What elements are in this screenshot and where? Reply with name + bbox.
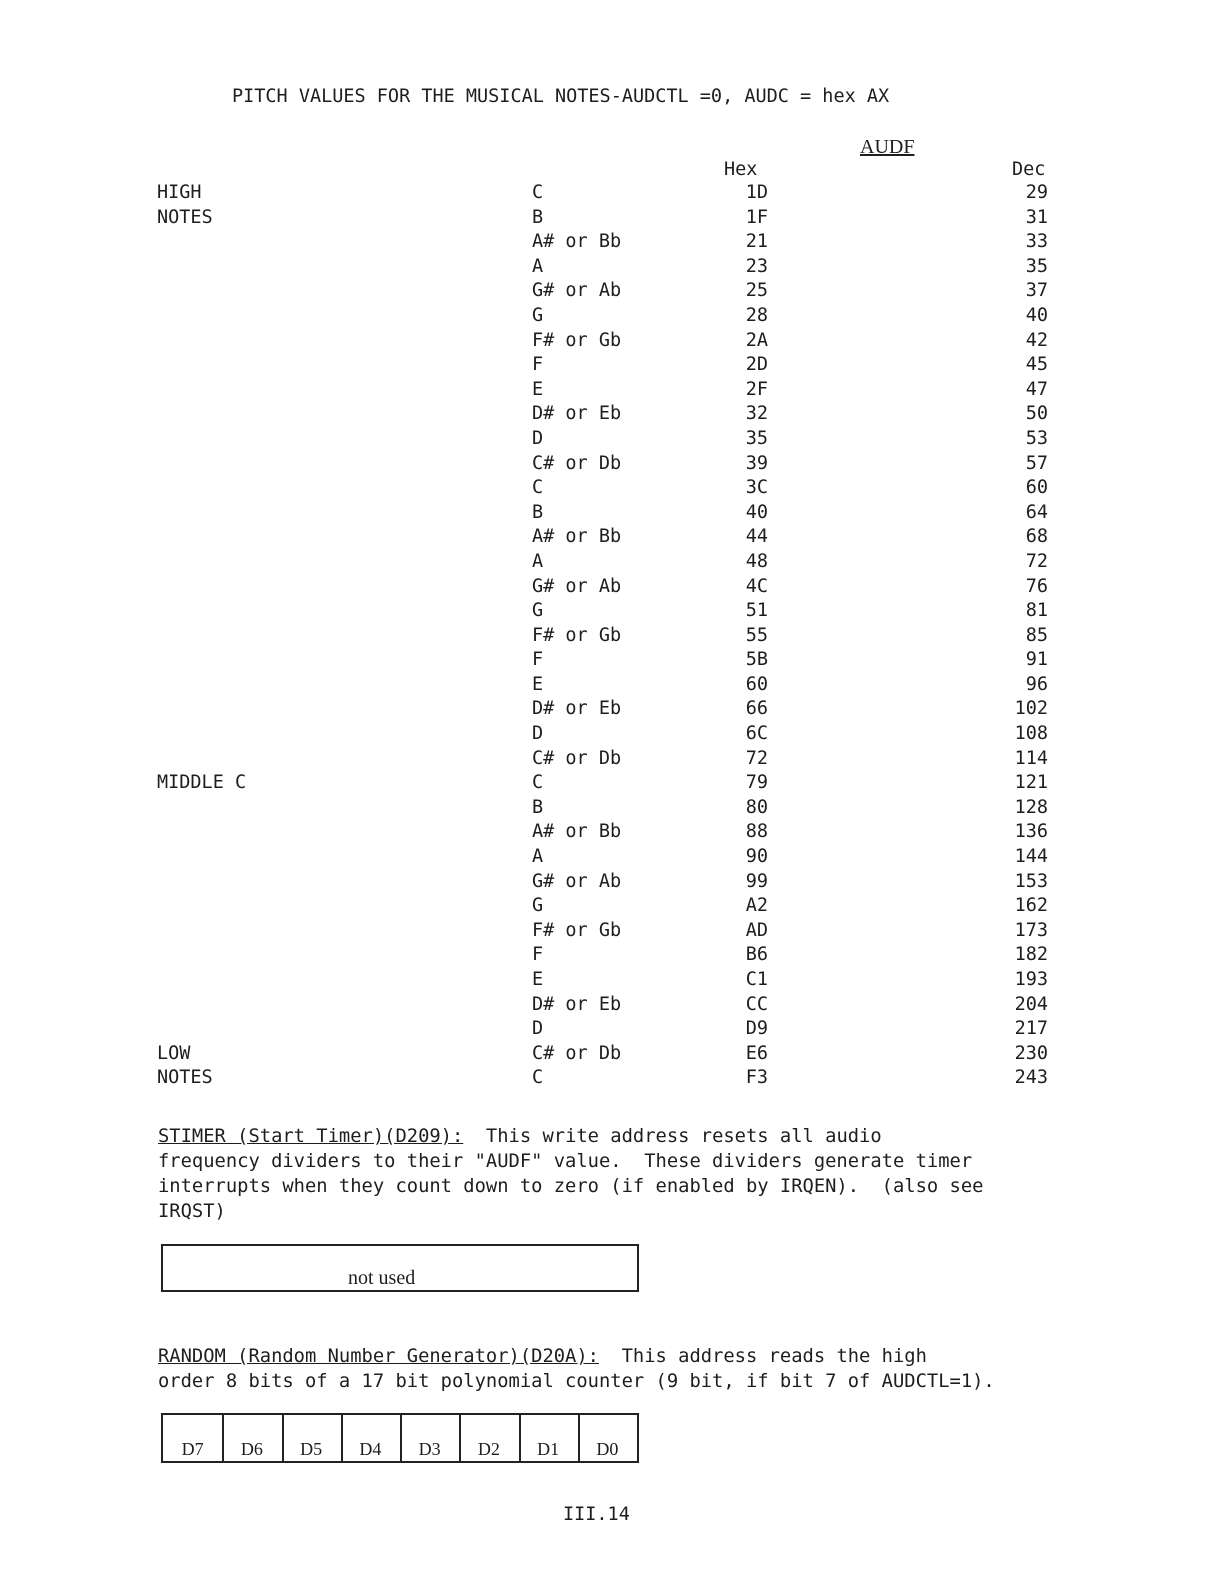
dec-column-header: Dec bbox=[1012, 159, 1046, 180]
row-hex-value: 25 bbox=[745, 280, 768, 302]
row-dec-value: 114 bbox=[1014, 747, 1048, 769]
row-hex-value: A2 bbox=[745, 895, 768, 917]
row-hex-value: 3C bbox=[745, 477, 768, 499]
stimer-paragraph bbox=[158, 1124, 1058, 1224]
table-row bbox=[0, 697, 1217, 722]
row-dec-value: 182 bbox=[1014, 944, 1048, 966]
row-dec-value: 72 bbox=[1025, 550, 1048, 572]
table-row bbox=[0, 993, 1217, 1018]
stimer-line-3: interrupts when they count down to zero (if enabled by IRQEN). (also see bbox=[158, 1176, 984, 1197]
table-row bbox=[0, 1017, 1217, 1042]
table-row bbox=[0, 747, 1217, 772]
row-group-label: LOW bbox=[157, 1042, 191, 1064]
row-note: C bbox=[532, 772, 544, 794]
table-row bbox=[0, 452, 1217, 477]
row-hex-value: AD bbox=[745, 919, 768, 941]
register-bit-label: D5 bbox=[300, 1439, 323, 1459]
random-line-1: This address reads the high bbox=[621, 1346, 927, 1367]
table-row bbox=[0, 575, 1217, 600]
table-row bbox=[0, 1066, 1217, 1091]
row-hex-value: 2A bbox=[745, 329, 768, 351]
row-dec-value: 42 bbox=[1025, 329, 1048, 351]
row-note: B bbox=[532, 796, 544, 818]
page-number: III.14 bbox=[563, 1504, 630, 1525]
row-hex-value: C1 bbox=[745, 969, 768, 990]
row-hex-value: 35 bbox=[745, 427, 768, 449]
row-dec-value: 217 bbox=[1014, 1018, 1048, 1040]
row-dec-value: 91 bbox=[1025, 649, 1048, 671]
register-bit-cell bbox=[519, 1415, 578, 1461]
hex-column-header: Hex bbox=[724, 159, 758, 180]
table-row bbox=[0, 943, 1217, 968]
row-note: E bbox=[532, 673, 544, 695]
row-dec-value: 173 bbox=[1014, 919, 1048, 941]
row-group-label: NOTES bbox=[157, 206, 213, 228]
row-dec-value: 204 bbox=[1014, 993, 1048, 1015]
row-note: A# or Bb bbox=[532, 821, 622, 843]
table-row bbox=[0, 894, 1217, 919]
row-dec-value: 35 bbox=[1025, 255, 1048, 277]
row-hex-value: 21 bbox=[745, 231, 768, 253]
row-group-label: MIDDLE C bbox=[157, 772, 247, 794]
row-dec-value: 47 bbox=[1025, 378, 1048, 400]
row-dec-value: 50 bbox=[1025, 403, 1048, 425]
row-hex-value: 99 bbox=[745, 870, 768, 892]
row-group-label: HIGH bbox=[157, 182, 202, 203]
register-bit-cell bbox=[459, 1415, 518, 1461]
stimer-line-1: This write address resets all audio bbox=[485, 1126, 882, 1147]
table-row bbox=[0, 304, 1217, 329]
row-note: F bbox=[532, 944, 544, 966]
row-dec-value: 64 bbox=[1025, 501, 1048, 523]
row-hex-value: D9 bbox=[745, 1018, 768, 1040]
row-group-label: NOTES bbox=[157, 1067, 213, 1089]
row-dec-value: 33 bbox=[1025, 231, 1048, 253]
register-bit-label: D3 bbox=[418, 1439, 441, 1459]
table-row bbox=[0, 525, 1217, 550]
table-row bbox=[0, 796, 1217, 821]
row-dec-value: 128 bbox=[1014, 796, 1048, 818]
row-dec-value: 37 bbox=[1025, 280, 1048, 302]
row-note: G# or Ab bbox=[532, 280, 622, 302]
row-note: D bbox=[532, 723, 544, 745]
row-note: B bbox=[532, 206, 544, 228]
stimer-line-2: frequency dividers to their "AUDF" value. These dividers generate timer bbox=[158, 1151, 973, 1172]
random-register-box bbox=[161, 1413, 639, 1463]
row-dec-value: 57 bbox=[1025, 452, 1048, 474]
stimer-register-box bbox=[161, 1244, 639, 1292]
row-note: G# or Ab bbox=[532, 575, 622, 597]
table-row bbox=[0, 919, 1217, 944]
page-title: PITCH VALUES FOR THE MUSICAL NOTES-AUDCTL =0, AUDC = hex AX bbox=[232, 86, 890, 107]
row-dec-value: 144 bbox=[1014, 846, 1048, 868]
row-dec-value: 136 bbox=[1014, 821, 1048, 843]
row-hex-value: 32 bbox=[745, 403, 768, 425]
register-bit-label: D0 bbox=[596, 1439, 619, 1459]
table-row bbox=[0, 870, 1217, 895]
table-row bbox=[0, 353, 1217, 378]
stimer-heading: STIMER (Start Timer)(D209): bbox=[158, 1126, 464, 1147]
row-hex-value: 90 bbox=[745, 846, 768, 868]
register-bit-cell bbox=[282, 1415, 341, 1461]
table-row bbox=[0, 599, 1217, 624]
row-note: A bbox=[532, 846, 544, 868]
row-note: C# or Db bbox=[532, 452, 622, 474]
row-note: E bbox=[532, 378, 544, 400]
row-hex-value: 60 bbox=[745, 673, 768, 695]
table-row bbox=[0, 427, 1217, 452]
row-note: A# or Bb bbox=[532, 231, 622, 253]
row-hex-value: F3 bbox=[745, 1067, 768, 1089]
row-hex-value: 48 bbox=[745, 550, 768, 572]
row-dec-value: 29 bbox=[1025, 182, 1048, 203]
random-line-2: order 8 bits of a 17 bit polynomial counter (9 bit, if bit 7 of AUDCTL=1). bbox=[158, 1371, 995, 1392]
row-dec-value: 121 bbox=[1014, 772, 1048, 794]
row-hex-value: 39 bbox=[745, 452, 768, 474]
row-dec-value: 230 bbox=[1014, 1042, 1048, 1064]
table-row bbox=[0, 722, 1217, 747]
register-bit-label: D6 bbox=[240, 1439, 263, 1459]
row-note: C bbox=[532, 182, 544, 203]
row-note: A bbox=[532, 255, 544, 277]
row-note: E bbox=[532, 969, 544, 990]
row-hex-value: 40 bbox=[745, 501, 768, 523]
row-hex-value: 51 bbox=[745, 600, 768, 622]
row-note: F bbox=[532, 354, 544, 376]
row-dec-value: 60 bbox=[1025, 477, 1048, 499]
register-bit-label: D4 bbox=[359, 1439, 382, 1459]
table-row bbox=[0, 624, 1217, 649]
table-row bbox=[0, 476, 1217, 501]
row-hex-value: 55 bbox=[745, 624, 768, 646]
row-dec-value: 153 bbox=[1014, 870, 1048, 892]
random-paragraph bbox=[158, 1344, 1058, 1394]
register-bit-cell bbox=[222, 1415, 281, 1461]
table-row bbox=[0, 206, 1217, 231]
row-note: F# or Gb bbox=[532, 624, 622, 646]
row-dec-value: 193 bbox=[1014, 969, 1048, 990]
row-note: C# or Db bbox=[532, 747, 622, 769]
row-hex-value: 2F bbox=[745, 378, 768, 400]
table-row bbox=[0, 550, 1217, 575]
row-dec-value: 31 bbox=[1025, 206, 1048, 228]
row-dec-value: 85 bbox=[1025, 624, 1048, 646]
register-bit-cell bbox=[578, 1415, 637, 1461]
row-hex-value: 80 bbox=[745, 796, 768, 818]
row-note: D# or Eb bbox=[532, 993, 622, 1015]
row-dec-value: 108 bbox=[1014, 723, 1048, 745]
row-hex-value: 28 bbox=[745, 304, 768, 326]
row-note: G bbox=[532, 895, 544, 917]
random-heading: RANDOM (Random Number Generator)(D20A): bbox=[158, 1346, 599, 1367]
row-note: D# or Eb bbox=[532, 698, 622, 720]
row-dec-value: 162 bbox=[1014, 895, 1048, 917]
audf-label: AUDF bbox=[860, 136, 915, 158]
table-row bbox=[0, 402, 1217, 427]
row-dec-value: 76 bbox=[1025, 575, 1048, 597]
row-note: A# or Bb bbox=[532, 526, 622, 548]
register-bit-cell bbox=[341, 1415, 400, 1461]
row-hex-value: 5B bbox=[745, 649, 768, 671]
row-dec-value: 53 bbox=[1025, 427, 1048, 449]
row-note: G bbox=[532, 304, 544, 326]
row-note: C bbox=[532, 1067, 544, 1089]
table-row bbox=[0, 673, 1217, 698]
register-bit-label: D2 bbox=[477, 1439, 500, 1459]
row-note: G# or Ab bbox=[532, 870, 622, 892]
row-note: B bbox=[532, 501, 544, 523]
row-dec-value: 81 bbox=[1025, 600, 1048, 622]
row-note: D bbox=[532, 1018, 544, 1040]
row-hex-value: 66 bbox=[745, 698, 768, 720]
table-row bbox=[0, 968, 1217, 993]
row-hex-value: 72 bbox=[745, 747, 768, 769]
row-hex-value: 79 bbox=[745, 772, 768, 794]
table-row bbox=[0, 279, 1217, 304]
register-bit-cell bbox=[163, 1415, 222, 1461]
row-hex-value: 2D bbox=[745, 354, 768, 376]
row-note: F bbox=[532, 649, 544, 671]
row-note: C# or Db bbox=[532, 1042, 622, 1064]
row-dec-value: 243 bbox=[1014, 1067, 1048, 1089]
row-note: A bbox=[532, 550, 544, 572]
table-row bbox=[0, 378, 1217, 403]
row-dec-value: 68 bbox=[1025, 526, 1048, 548]
table-row bbox=[0, 845, 1217, 870]
stimer-box-label: not used bbox=[348, 1267, 416, 1289]
row-hex-value: 1F bbox=[745, 206, 768, 228]
row-hex-value: 88 bbox=[745, 821, 768, 843]
row-dec-value: 45 bbox=[1025, 354, 1048, 376]
row-note: F# or Gb bbox=[532, 919, 622, 941]
stimer-line-4: IRQST) bbox=[158, 1201, 226, 1222]
table-row bbox=[0, 771, 1217, 796]
row-note: G bbox=[532, 600, 544, 622]
table-row bbox=[0, 230, 1217, 255]
table-row bbox=[0, 820, 1217, 845]
register-bit-label: D1 bbox=[537, 1439, 560, 1459]
table-row bbox=[0, 1042, 1217, 1067]
table-row bbox=[0, 255, 1217, 280]
row-hex-value: E6 bbox=[745, 1042, 768, 1064]
table-row bbox=[0, 648, 1217, 673]
row-hex-value: B6 bbox=[745, 944, 768, 966]
table-row bbox=[0, 181, 1217, 206]
row-hex-value: 23 bbox=[745, 255, 768, 277]
register-bit-cell bbox=[400, 1415, 459, 1461]
row-dec-value: 102 bbox=[1014, 698, 1048, 720]
table-row bbox=[0, 329, 1217, 354]
row-dec-value: 96 bbox=[1025, 673, 1048, 695]
row-note: D bbox=[532, 427, 544, 449]
row-hex-value: 1D bbox=[745, 182, 768, 203]
row-note: D# or Eb bbox=[532, 403, 622, 425]
row-hex-value: 4C bbox=[745, 575, 768, 597]
table-row bbox=[0, 501, 1217, 526]
row-note: F# or Gb bbox=[532, 329, 622, 351]
row-dec-value: 40 bbox=[1025, 304, 1048, 326]
row-hex-value: 6C bbox=[745, 723, 768, 745]
row-note: C bbox=[532, 477, 544, 499]
row-hex-value: 44 bbox=[745, 526, 768, 548]
register-bit-label: D7 bbox=[181, 1439, 204, 1459]
pitch-table bbox=[0, 181, 1217, 1091]
row-hex-value: CC bbox=[745, 993, 768, 1015]
